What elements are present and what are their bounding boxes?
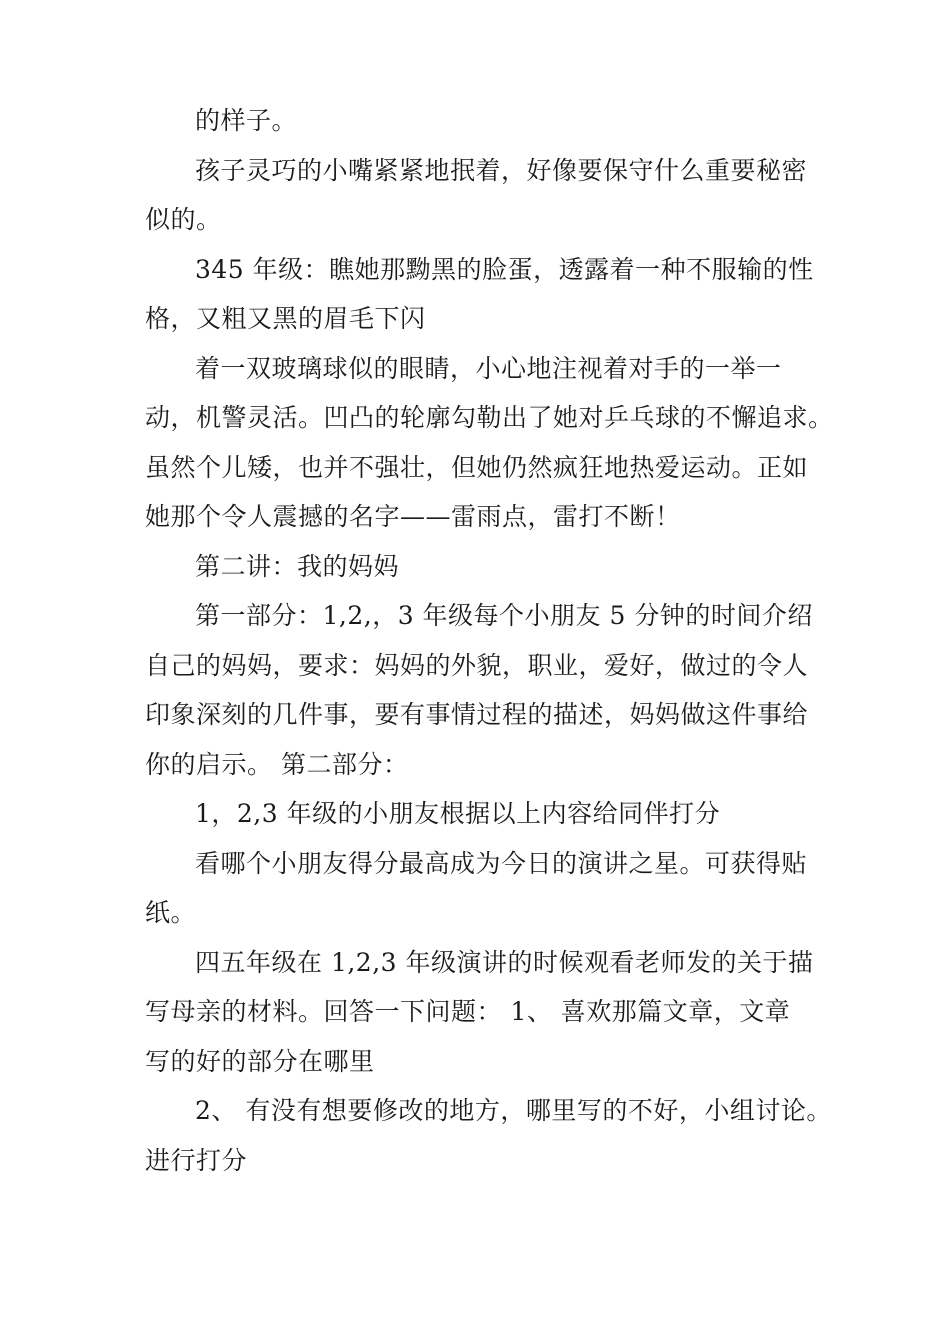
text-line: 进行打分 [145, 1145, 248, 1175]
text-line: 似的。 [145, 205, 222, 234]
text-line: 的样子。 [195, 106, 298, 135]
section-heading: 第二讲：我的妈妈 [195, 551, 400, 581]
text-line: 第一部分：1,2,，3 年级每个小朋友 5 分钟的时间介绍 [195, 601, 813, 630]
text-line: 写母亲的材料。回答一下问题： 1、 喜欢那篇文章，文章 [145, 997, 791, 1026]
text-line: 孩子灵巧的小嘴紧紧地抿着，好像要保守什么重要秘密 [195, 155, 808, 185]
text-line: 2、 有没有想要修改的地方，哪里写的不好，小组讨论。 [195, 1096, 832, 1125]
text-line: 印象深刻的几件事，要有事情过程的描述，妈妈做这件事给 [145, 700, 809, 729]
text-line: 她那个令人震撼的名字——雷雨点，雷打不断！ [145, 502, 681, 531]
text-line: 四五年级在 1,2,3 年级演讲的时候观看老师发的关于描 [195, 947, 814, 977]
text-line: 虽然个儿矮，也并不强壮，但她仍然疯狂地热爱运动。正如 [145, 452, 809, 482]
text-line: 动，机警灵活。凹凸的轮廓勾勒出了她对乒乓球的不懈追求。 [145, 403, 834, 432]
text-line: 写的好的部分在哪里 [145, 1046, 375, 1076]
text-line: 你的启示。 第二部分： [145, 749, 409, 779]
text-line: 看哪个小朋友得分最高成为今日的演讲之星。可获得贴 [195, 848, 808, 878]
text-line: 格，又粗又黑的眉毛下闪 [145, 304, 426, 333]
text-line: 1，2,3 年级的小朋友根据以上内容给同伴打分 [195, 799, 721, 828]
text-line: 345 年级：瞧她那黝黑的脸蛋，透露着一种不服输的性 [195, 254, 814, 284]
text-line: 着一双玻璃球似的眼睛，小心地注视着对手的一举一 [195, 353, 782, 383]
text-line: 自己的妈妈，要求：妈妈的外貌，职业，爱好，做过的令人 [145, 650, 809, 680]
document-body [145, 96, 834, 1185]
text-line: 纸。 [145, 898, 197, 927]
